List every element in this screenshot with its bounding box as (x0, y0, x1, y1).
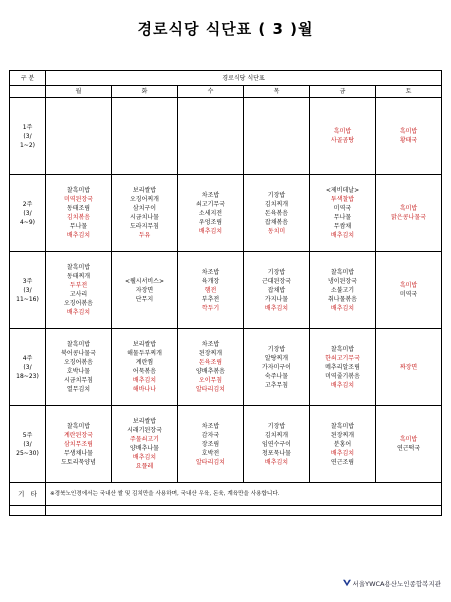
menu-item: 두유 (138, 232, 151, 239)
week-label-line: 4주 (22, 354, 33, 362)
menu-cell (178, 406, 244, 483)
menu-item: 흑미밥 (399, 436, 418, 443)
menu-item: 삼치무조림 (64, 440, 93, 448)
menu-cell (178, 252, 244, 329)
menu-item: 분홍어 (333, 440, 352, 448)
menu-cell (244, 252, 310, 329)
menu-item: 쇠고기무국 (196, 200, 225, 208)
menu-item: 김치볶음 (66, 214, 91, 221)
menu-item: 해바나나 (132, 386, 157, 393)
week-label-line: 18~23) (16, 372, 39, 380)
menu-item: 배추김치 (132, 377, 157, 384)
footer-org (343, 579, 441, 588)
menu-item: 사골곰탕 (330, 137, 355, 144)
menu-item: 배추김치 (330, 449, 355, 457)
menu-cell (310, 252, 376, 329)
menu-item: 취나물볶음 (328, 295, 357, 303)
menu-item: 기장밥 (267, 268, 286, 276)
menu-item: 기장밥 (267, 345, 286, 353)
menu-item: 찰흑미밥 (66, 187, 91, 194)
menu-item: 기장밥 (267, 422, 286, 430)
week-label-line: 4~9) (19, 218, 35, 226)
menu-item: 근대된장국 (262, 277, 291, 285)
day-header-2: 수 (178, 86, 244, 98)
menu-item: 한쇠고기무국 (325, 354, 360, 362)
menu-item: 알탕찌개 (264, 354, 289, 362)
menu-cell (376, 406, 442, 483)
menu-cell (376, 175, 442, 252)
menu-item: 깍두기 (201, 304, 220, 312)
menu-item: 김치찌개 (264, 431, 289, 439)
menu-item: 요플레 (135, 463, 154, 470)
week-label-line: (3/ (23, 286, 32, 294)
menu-item: 주물쇠고기 (130, 436, 159, 443)
menu-cell (112, 406, 178, 483)
menu-item: 시금치나물 (130, 214, 159, 221)
menu-item: 찰흑미밥 (66, 422, 91, 430)
menu-item: 배추김치 (198, 227, 223, 235)
menu-item: 삼치구이 (132, 205, 157, 212)
menu-item: 배추김치 (132, 454, 157, 461)
menu-item: 우엉조림 (198, 218, 223, 226)
week-label (10, 175, 46, 252)
menu-item: 짜장면 (399, 363, 418, 371)
menu-item: 가지나물 (264, 295, 289, 303)
menu-item: 김치찌개 (264, 200, 289, 208)
menu-item: 찰흑미밥 (330, 268, 355, 276)
menu-item: 단무지 (135, 295, 154, 303)
menu-item: 기장밥 (267, 191, 286, 199)
menu-item: 오징어찌개 (130, 196, 159, 203)
menu-item: 호박전 (201, 449, 220, 457)
menu-cell (46, 175, 112, 252)
week-row (10, 175, 442, 252)
menu-item: 흑미밥 (333, 128, 352, 135)
week-label-line: 1~2) (19, 141, 35, 149)
menu-item: 양배추볶음 (196, 368, 225, 375)
menu-item: 흑미밥 (399, 282, 418, 289)
menu-item: 무생채나물 (64, 449, 93, 457)
week-row (10, 329, 442, 406)
menu-cell (244, 175, 310, 252)
menu-cell (46, 252, 112, 329)
week-row (10, 406, 442, 483)
menu-item: 배추김치 (264, 304, 289, 312)
menu-item: 자장면 (135, 286, 154, 294)
menu-item: 보리쌀밥 (132, 187, 157, 194)
week-label (10, 98, 46, 175)
category-header: 구 분 (10, 71, 46, 86)
day-header-4: 금 (310, 86, 376, 98)
menu-item: 배추김치 (66, 309, 91, 316)
menu-item: 열무김치 (66, 386, 91, 393)
menu-item: 해물두부찌개 (127, 350, 162, 357)
menu-item: 동치미 (267, 227, 286, 235)
menu-item: 찰흑미밥 (330, 422, 355, 430)
menu-item: 보리쌀밥 (132, 341, 157, 348)
menu-item: 찰흑미밥 (66, 341, 91, 348)
menu-item: 된장찌개 (198, 350, 223, 357)
menu-item: 계란된장국 (64, 431, 93, 439)
menu-item: 투색찰밥 (330, 196, 355, 203)
menu-item: 연근조림 (330, 458, 355, 466)
menu-cell (310, 98, 376, 175)
menu-item: 된장찌개 (330, 431, 355, 439)
footer-org-name: 서울YWCA용산노인종합복지관 (352, 580, 441, 588)
note-text: ※경북노인경에서는 국내산 쌀 및 김치만을 사용하며, 국내산 우육, 돈육, 계육만을 사용합니다. (46, 483, 442, 506)
menu-item: 가자미구이 (262, 363, 291, 371)
menu-item: 배추김치 (330, 232, 355, 239)
menu-item: 찰흑미밥 (330, 345, 355, 353)
menu-item: 보리쌀밥 (132, 418, 157, 425)
week-label (10, 329, 46, 406)
menu-item: 미역국 (399, 291, 418, 298)
menu-cell (46, 329, 112, 406)
menu-item: 감자국 (201, 431, 220, 439)
menu-cell (178, 329, 244, 406)
menu-item: 배추김치 (66, 232, 91, 239)
menu-cell (310, 406, 376, 483)
menu-cell (244, 329, 310, 406)
blank-cell (10, 506, 46, 516)
week-label-line: 2주 (22, 200, 33, 208)
day-header-3: 목 (244, 86, 310, 98)
menu-cell (310, 329, 376, 406)
menu-item: 양배추나물 (130, 445, 159, 452)
week-label-line: (3/ (23, 209, 32, 217)
day-header-1: 화 (112, 86, 178, 98)
menu-item: 장조림 (201, 440, 220, 448)
menu-item: 동태조림 (66, 205, 91, 212)
menu-item: <웰시서비스> (124, 277, 165, 285)
ywca-logo-icon (343, 579, 351, 587)
menu-item: 돈육볶음 (264, 209, 289, 217)
menu-item: 무쌈채 (333, 223, 352, 230)
menu-item: 황태국 (399, 137, 418, 144)
menu-item: 차조밥 (201, 268, 220, 276)
menu-item: 미역국 (333, 205, 352, 212)
menu-cell (244, 98, 310, 175)
day-header-5: 토 (376, 86, 442, 98)
menu-item: 돈육조림 (198, 359, 223, 366)
menu-item: 오징어볶음 (64, 359, 93, 366)
menu-item: 시금치무침 (64, 377, 93, 384)
week-row (10, 252, 442, 329)
menu-item: 소불고기 (330, 286, 355, 294)
menu-item: 흑미밥 (399, 128, 418, 135)
menu-cell (376, 98, 442, 175)
menu-cell (376, 252, 442, 329)
menu-item: 두부전 (69, 282, 88, 289)
menu-cell (46, 98, 112, 175)
week-label (10, 252, 46, 329)
menu-item: 오징어볶음 (64, 300, 93, 307)
menu-item: 호박나물 (66, 368, 91, 375)
menu-item: 고추무침 (264, 381, 289, 389)
menu-item: 청포묵나물 (262, 449, 291, 457)
week-label-line: 25~30) (16, 449, 39, 457)
menu-item: 계란찜 (135, 359, 154, 366)
menu-cell (178, 98, 244, 175)
week-label-line: 11~16) (16, 295, 39, 303)
menu-item: 육개장 (201, 277, 220, 285)
week-row (10, 98, 442, 175)
menu-item: 맑은콩나물국 (391, 214, 426, 221)
note-row (10, 483, 442, 506)
week-label-line: 1주 (22, 123, 33, 131)
week-label (10, 406, 46, 483)
menu-cell (112, 98, 178, 175)
menu-item: <제비데날> (325, 187, 360, 194)
menu-item: 냉이된장국 (328, 277, 357, 285)
menu-item: 임연수구이 (262, 440, 291, 448)
week-label-line: (3/ (23, 440, 32, 448)
menu-item: 메추리알조림 (325, 363, 360, 371)
week-label-line: 5주 (22, 431, 33, 439)
menu-cell (112, 252, 178, 329)
menu-item: 알타리김치 (196, 458, 225, 466)
menu-item: 잡채밥 (267, 286, 286, 294)
menu-cell (178, 175, 244, 252)
day-header-0: 월 (46, 86, 112, 98)
week-label-line: 3주 (22, 277, 33, 285)
menu-item: 오이무침 (198, 377, 223, 384)
menu-item: 햄전 (204, 286, 217, 294)
menu-item: 차조밥 (201, 191, 220, 199)
menu-item: 소세지전 (198, 209, 223, 217)
menu-item: 무나물 (333, 214, 352, 221)
menu-item: 미역된장국 (64, 196, 93, 203)
menu-item: 숙주나물 (264, 372, 289, 380)
week-label-line: (3/ (23, 132, 32, 140)
note-label: 기 타 (10, 483, 46, 506)
menu-cell (310, 175, 376, 252)
menu-item: 시래기된장국 (127, 427, 162, 434)
menu-item: 어묵볶음 (132, 368, 157, 375)
menu-item: 흑미밥 (399, 205, 418, 212)
menu-cell (112, 329, 178, 406)
menu-item: 연근떡국 (396, 445, 421, 452)
menu-item: 알타리김치 (196, 386, 225, 393)
blank-cell (46, 506, 442, 516)
menu-item: 북어콩나물국 (61, 350, 96, 357)
blank-row (10, 506, 442, 516)
menu-item: 배추김치 (264, 458, 289, 466)
menu-item: 도라지무침 (130, 223, 159, 230)
menu-item: 고사리 (69, 291, 88, 298)
menu-item: 차조밥 (201, 341, 220, 348)
week-label-line: (3/ (23, 363, 32, 371)
menu-cell (244, 406, 310, 483)
page-title: 경로식당 식단표 ( 3 )월 (137, 20, 314, 38)
menu-item: 도토리묵양념 (61, 458, 96, 466)
menu-item: 미역줄기볶음 (325, 372, 360, 380)
menu-item: 배추김치 (330, 304, 355, 312)
menu-cell (112, 175, 178, 252)
menu-item: 잡채볶음 (264, 218, 289, 226)
menu-item: 부추전 (201, 295, 220, 303)
menu-cell (376, 329, 442, 406)
menu-cell (46, 406, 112, 483)
menu-item: 동태찌개 (66, 273, 91, 280)
menu-table (9, 70, 442, 516)
menu-item: 무나물 (69, 223, 88, 230)
section-header: 경로식당 식단표 (46, 71, 442, 86)
menu-item: 찰흑미밥 (66, 264, 91, 271)
day-header-blank (10, 86, 46, 98)
menu-item: 배추김치 (330, 381, 355, 389)
menu-item: 차조밥 (201, 422, 220, 430)
